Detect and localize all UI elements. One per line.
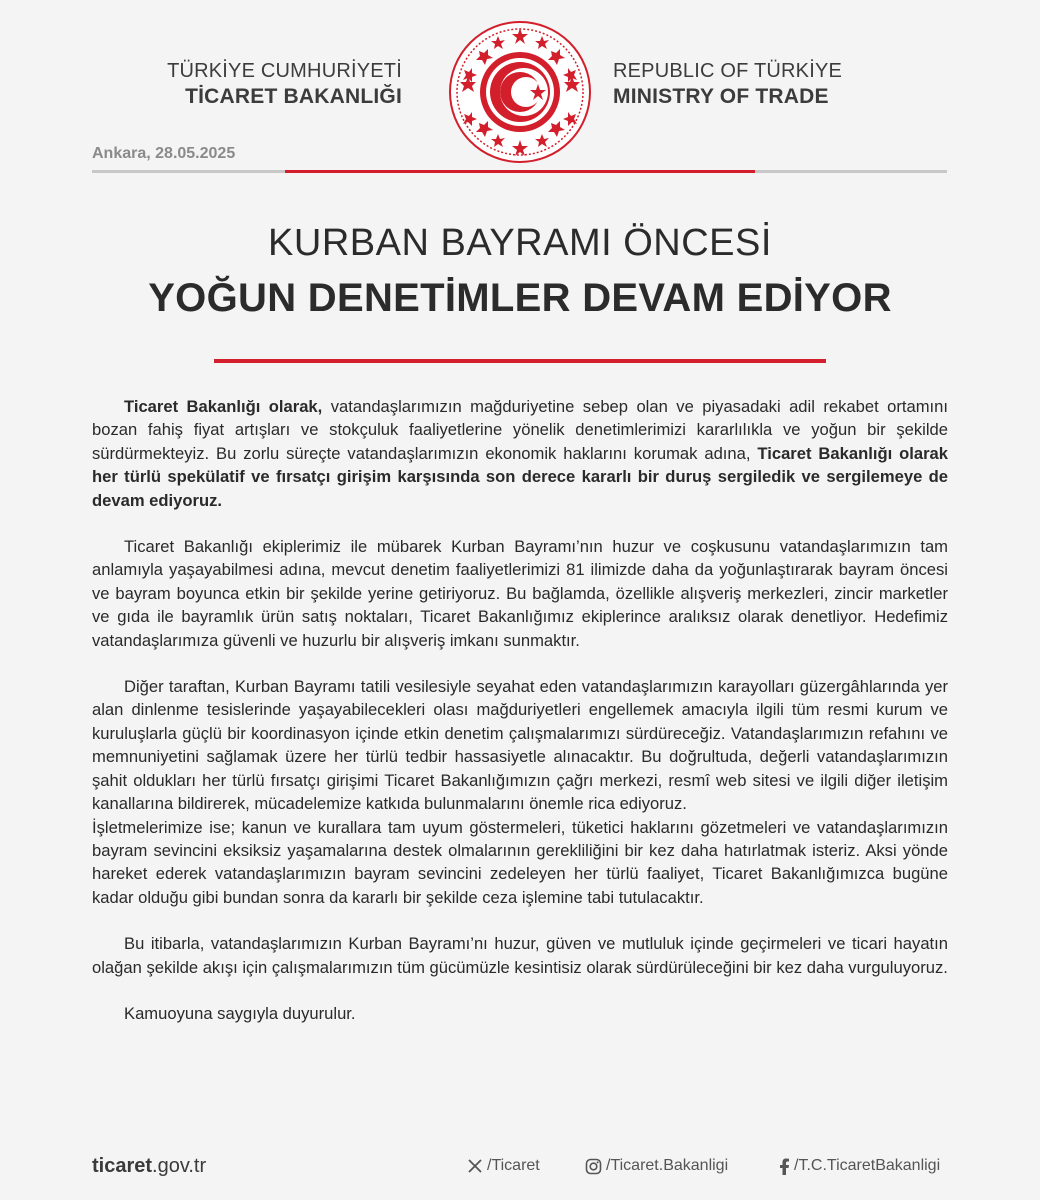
paragraph-5: Bu itibarla, vatandaşlarımızın Kurban Bayramı’nı huzur, güven ve mutluluk içinde geçirmeleri ve ticari hayatın olağan şekilde akışı için çalışmalarımızın tüm gücümüzle kesintisiz olarak sürdürüleceğini bir kez daha vurguluyoruz. [92,934,948,977]
paragraph-1 [92,395,948,512]
title-underline [214,359,826,363]
paragraph-2: Ticaret Bakanlığı ekiplerimiz ile mübarek Kurban Bayramı’nın huzur ve coşkusunu vatandaşlarımızın tam anlamıyla yaşayabilmesi adına, mevcut denetim faaliyetlerimizi 81 ilimizde daha da yoğunlaştırarak bayram öncesi ve bayram boyunca etkin bir şekilde yerine getiriyoruz. Bu bağlamda, özellikle alışveriş merkezleri, zincir marketler ve gıda ile bayramlık ürün satış noktaları, Ticaret Bakanlığımız ekiplerince aralıksız olarak denetliyor. Hedefimiz vatandaşlarımıza güvenli ve huzurlu bir alışveriş imkanı sunmaktır. [92,537,948,650]
facebook-link[interactable] [778,1157,940,1175]
ministry-emblem-icon [446,18,594,166]
facebook-icon [778,1158,790,1175]
header-republic-en: REPUBLIC OF TÜRKİYE [613,60,843,82]
instagram-icon [585,1158,602,1175]
website-domain-rest: .gov.tr [152,1155,207,1177]
instagram-handle: /Ticaret.Bakanligi [606,1157,729,1174]
footer [92,1155,952,1181]
x-icon [467,1158,483,1174]
paragraph-1-lead: Ticaret Bakanlığı olarak, [124,397,323,416]
release-date: Ankara, 28.05.2025 [92,145,236,162]
paragraph-4: İşletmelerimize ise; kanun ve kurallara tam uyum göstermeleri, tüketici haklarını gözetmeleri ve vatandaşlarımızın bayram sevincini eksiksiz yaşamalarına destek olmalarının gerekliliğini bir kez daha hatırlatmak isteriz. Aksi yönde hareket ederek vatandaşlarımızın bayram sevincini zedeleyen her türlü faaliyet, Ticaret Bakanlığımızca bugüne kadar olduğu gibi bundan sonra da kararlı bir şekilde ceza işlemine tabi tutulacaktır. [92,817,948,907]
header-ministry-en: MINISTRY OF TRADE [613,85,829,108]
header-ministry-tr: TİCARET BAKANLIĞI [185,85,402,108]
website-domain-bold: ticaret [92,1155,153,1177]
press-release-body [92,395,948,1025]
header-right-english [613,58,913,110]
paragraph-1-text: vatandaşlarımızın mağduriyetine sebep olan ve piyasadaki adil rekabet ortamını bozan fahiş fiyat artışları ve stokçuluk faaliyetlerine yönelik denetimlerimizi kararlılıkla ve yoğun bir şekilde sürdürmekteyiz. Bu zorlu süreçte vatandaşlarımızın ekonomik haklarını korumak adına, [92,397,949,463]
x-link[interactable] [467,1157,540,1175]
instagram-link[interactable] [585,1157,728,1175]
header-republic-tr: TÜRKİYE CUMHURİYETİ [167,60,402,82]
paragraph-closing: Kamuoyuna saygıyla duyurulur. [124,1003,356,1023]
x-handle: /Ticaret [487,1157,540,1174]
header-divider-accent [285,170,755,173]
paragraph-3: Diğer taraftan, Kurban Bayramı tatili vesilesiyle seyahat eden vatandaşlarımızın karayolları güzergâhlarında yer alan dinlenme tesislerinde yaşayabilecekleri olası mağduriyetleri engellemek amacıyla ilgili tüm resmi kurum ve kuruluşlarla güçlü bir koordinasyon içinde etkin denetim çalışmalarımızı sürdüreceğiz. Vatandaşlarımızın refahını ve memnuniyetini sağlamak üzere her türlü tedbir hassasiyetle alınacaktır. Bu doğrultuda, değerli vatandaşlarımızın şahit oldukları her türlü fırsatçı girişimi Ticaret Bakanlığımızın çağrı merkezi, resmî web sitesi ve ilgili diğer iletişim kanallarına bildirerek, mücadelemize katkıda bulunmalarını önemle rica ediyoruz. [92,677,948,814]
headline-line1: KURBAN BAYRAMI ÖNCESİ [268,222,772,264]
website-link[interactable] [92,1155,206,1178]
header-left-turkish [120,58,402,110]
headline-line2: YOĞUN DENETİMLER DEVAM EDİYOR [148,276,892,320]
facebook-handle: /T.C.TicaretBakanligi [794,1157,941,1174]
paragraph-1-emphasis: Ticaret Bakanlığı olarak her türlü spekülatif ve fırsatçı girişim karşısında son derece kararlı bir duruş sergiledik ve sergilemeye de devam ediyoruz. [92,443,948,510]
